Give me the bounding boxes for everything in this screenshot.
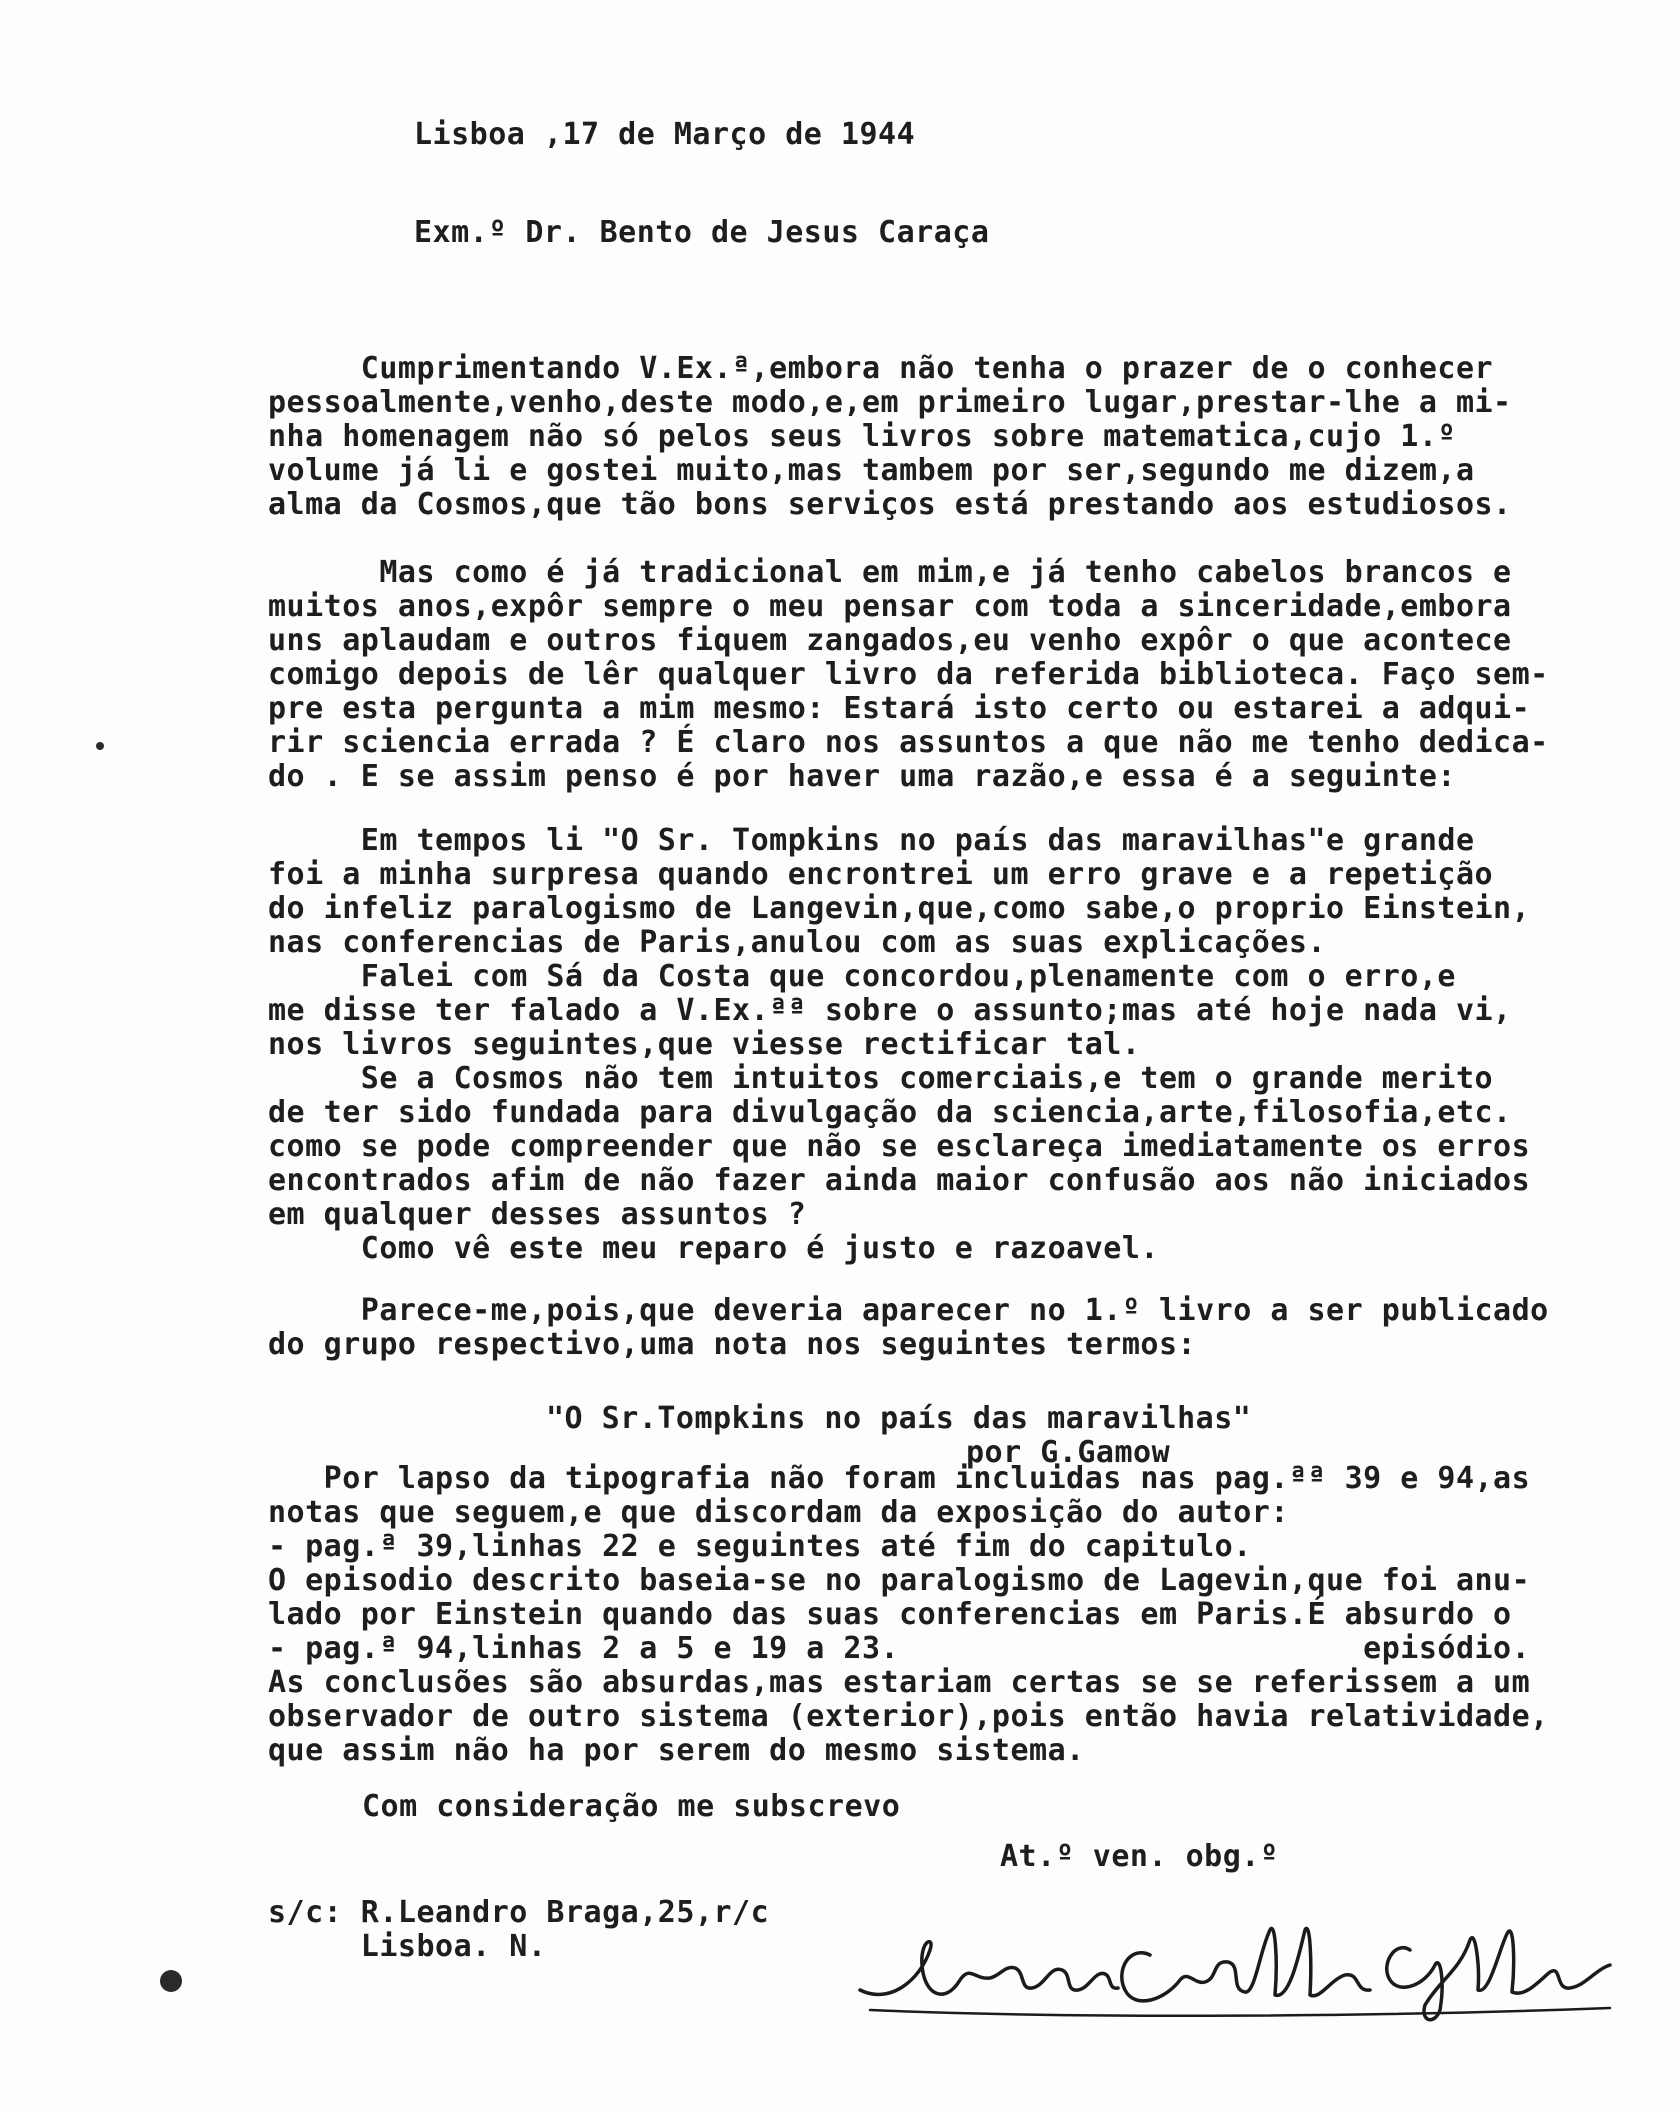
paragraph-2-line: Mas como é já tradicional em mim,e já tenho cabelos brancos e bbox=[268, 555, 1512, 590]
paragraph-2-line: muitos anos,expôr sempre o meu pensar com toda a sinceridade,embora bbox=[268, 589, 1512, 624]
paragraph-3-line: Falei com Sá da Costa que concordou,plenamente com o erro,e bbox=[268, 959, 1456, 994]
paragraph-2-line: do . E se assim penso é por haver uma razão,e essa é a seguinte: bbox=[268, 759, 1456, 794]
note-body-line: notas que seguem,e que discordam da exposição do autor: bbox=[268, 1495, 1289, 1530]
paragraph-3-line: encontrados afim de não fazer ainda maior confusão aos não iniciados bbox=[268, 1163, 1531, 1198]
paragraph-3-line: foi a minha surpresa quando encrontrei um erro grave e a repetição bbox=[268, 857, 1494, 892]
letter-date: Lisboa ,17 de Março de 1944 bbox=[414, 117, 916, 152]
paragraph-4 bbox=[268, 1294, 1648, 1362]
valediction: At.º ven. obg.º bbox=[1000, 1839, 1279, 1874]
paragraph-3-line: do infeliz paralogismo de Langevin,que,como sabe,o proprio Einstein, bbox=[268, 891, 1531, 926]
paragraph-3-line: de ter sido fundada para divulgação da sciencia,arte,filosofia,etc. bbox=[268, 1095, 1512, 1130]
paragraph-2-line: comigo depois de lêr qualquer livro da referida biblioteca. Faço sem- bbox=[268, 657, 1549, 692]
note-body-line: que assim não ha por serem do mesmo sistema. bbox=[268, 1733, 1085, 1768]
paragraph-2-line: rir sciencia errada ? É claro nos assuntos a que não me tenho dedica- bbox=[268, 725, 1549, 760]
ink-blot bbox=[160, 1970, 182, 1992]
paragraph-3 bbox=[268, 824, 1648, 1266]
closing-line: Com consideração me subscrevo bbox=[362, 1789, 901, 1824]
note-author: por G.Gamow bbox=[966, 1435, 1171, 1470]
paragraph-3-line: em qualquer desses assuntos ? bbox=[268, 1197, 807, 1232]
paragraph-2-line: uns aplaudam e outros fiquem zangados,eu venho expôr o que acontece bbox=[268, 623, 1512, 658]
paragraph-3-line: nas conferencias de Paris,anulou com as suas explicações. bbox=[268, 925, 1327, 960]
note-body-line: - pag.ª 39,linhas 22 e seguintes até fim do capitulo. bbox=[268, 1529, 1252, 1564]
paragraph-1-line: volume já li e gostei muito,mas tambem por ser,segundo me dizem,a bbox=[268, 453, 1475, 488]
note-title: "O Sr.Tompkins no país das maravilhas" bbox=[546, 1401, 1252, 1436]
paragraph-2 bbox=[268, 556, 1648, 794]
paragraph-4-line: do grupo respectivo,uma nota nos seguintes termos: bbox=[268, 1327, 1197, 1362]
ink-speck bbox=[96, 742, 104, 750]
address-line-2: Lisboa. N. bbox=[268, 1929, 547, 1964]
paragraph-2-line: pre esta pergunta a mim mesmo: Estará isto certo ou estarei a adqui- bbox=[268, 691, 1531, 726]
note-body-line: observador de outro sistema (exterior),pois então havia relatividade, bbox=[268, 1699, 1549, 1734]
address-line-1: s/c: R.Leandro Braga,25,r/c bbox=[268, 1895, 770, 1930]
letter-salutation: Exm.º Dr. Bento de Jesus Caraça bbox=[414, 215, 990, 250]
note-body-line: lado por Einstein quando das suas conferencias em Paris.É absurdo o bbox=[268, 1597, 1512, 1632]
paragraph-3-line: Como vê este meu reparo é justo e razoavel. bbox=[268, 1231, 1159, 1266]
note-body-line: - pag.ª 94,linhas 2 a 5 e 19 a 23. episódio. bbox=[268, 1631, 1531, 1666]
handwritten-signature bbox=[850, 1910, 1630, 2030]
paragraph-1-line: alma da Cosmos,que tão bons serviços está prestando aos estudiosos. bbox=[268, 487, 1512, 522]
paragraph-3-line: Se a Cosmos não tem intuitos comerciais,e tem o grande merito bbox=[268, 1061, 1494, 1096]
paragraph-1-line: nha homenagem não só pelos seus livros sobre matematica,cujo 1.º bbox=[268, 419, 1456, 454]
note-body-line: Por lapso da tipografia não foram incluidas nas pag.ªª 39 e 94,as bbox=[268, 1461, 1531, 1496]
note-body-line: O episodio descrito baseia-se no paralogismo de Lagevin,que foi anu- bbox=[268, 1563, 1531, 1598]
paragraph-3-line: nos livros seguintes,que viesse rectificar tal. bbox=[268, 1027, 1141, 1062]
note-body bbox=[268, 1462, 1648, 1768]
note-body-line: As conclusões são absurdas,mas estariam certas se se referissem a um bbox=[268, 1665, 1531, 1700]
paragraph-3-line: como se pode compreender que não se esclareça imediatamente os erros bbox=[268, 1129, 1531, 1164]
paragraph-1-line: Cumprimentando V.Ex.ª,embora não tenha o prazer de o conhecer bbox=[268, 351, 1494, 386]
paragraph-3-line: Em tempos li "O Sr. Tompkins no país das maravilhas"e grande bbox=[268, 823, 1475, 858]
paragraph-3-line: me disse ter falado a V.Ex.ªª sobre o assunto;mas até hoje nada vi, bbox=[268, 993, 1512, 1028]
paragraph-1-line: pessoalmente,venho,deste modo,e,em primeiro lugar,prestar-lhe a mi- bbox=[268, 385, 1512, 420]
paragraph-1 bbox=[268, 352, 1648, 522]
paragraph-4-line: Parece-me,pois,que deveria aparecer no 1.º livro a ser publicado bbox=[268, 1293, 1549, 1328]
